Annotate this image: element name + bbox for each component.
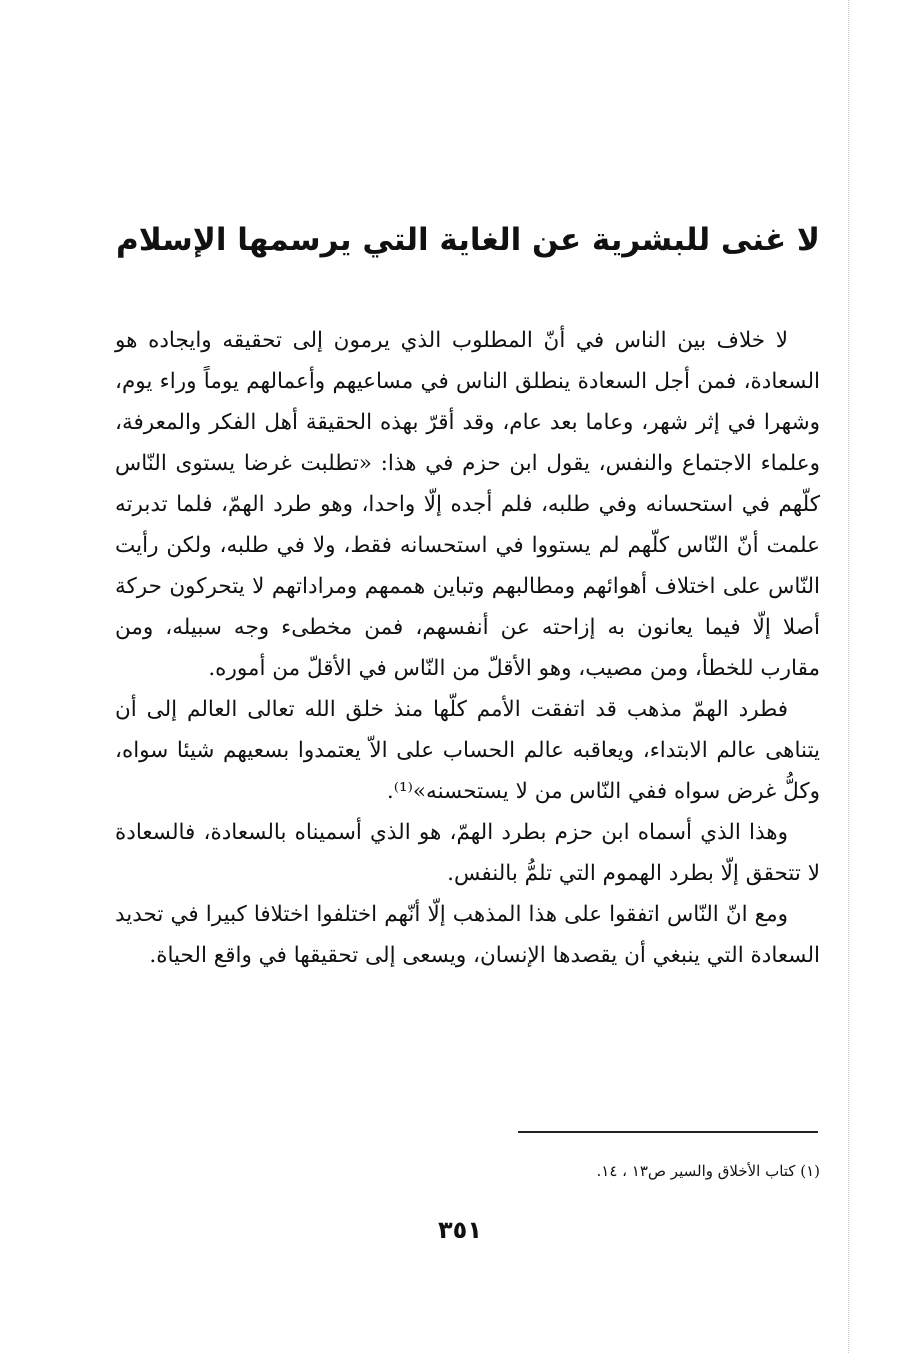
- scan-edge-dots: [848, 0, 849, 1353]
- footnote-divider: [518, 1131, 818, 1133]
- paragraph: فطرد الهمّ مذهب قد اتفقت الأمم كلّها منذ خلق الله تعالى العالم إلى أن يتناهى عالم الابتداء، ويعاقبه عالم الحساب على الاّ يعتمدوا بسعيهم شيئا سواه، وكلُّ غرض سواه ففي النّاس من لا يستحسنه»⁽¹⁾.: [115, 697, 820, 804]
- body-text: [115, 320, 820, 976]
- footnote: (١) كتاب الأخلاق والسير ص١٣ ، ١٤.: [596, 1162, 820, 1180]
- paragraph: وهذا الذي أسماه ابن حزم بطرد الهمّ، هو الذي أسميناه بالسعادة، فالسعادة لا تتحقق إلّا بطرد الهموم التي تلمُّ بالنفس.: [115, 820, 820, 886]
- page-title: لا غنى للبشرية عن الغاية التي يرسمها الإسلام: [116, 222, 820, 258]
- paragraph: لا خلاف بين الناس في أنّ المطلوب الذي يرمون إلى تحقيقه وايجاده هو السعادة، فمن أجل السعادة ينطلق الناس في مساعيهم وأعمالهم يوماً وراء يوم، وشهرا في إثر شهر، وعاما بعد عام، وقد أقرّ بهذه الحقيقة أهل الفكر والمعرفة، وعلماء الاجتماع والنفس، يقول ابن حزم في هذا: «تطلبت غرضا يستوى النّاس كلّهم في استحسانه وفي طلبه، فلم أجده إلّا واحدا، وهو طرد الهمّ، فلما تدبرته علمت أنّ النّاس كلّهم لم يستووا في استحسانه فقط، ولا في طلبه، ولكن رأيت النّاس على اختلاف أهوائهم ومطالبهم وتباين هممهم ومراداتهم لا يتحركون حركة أصلا إلّا فيما يعانون به إزاحته عن أنفسهم، فمن مخطىء وجه سبيله، ومن مقارب للخطأ، ومن مصيب، وهو الأقلّ من النّاس في الأقلّ من أموره.: [115, 328, 820, 681]
- page-number: ٣٥١: [438, 1216, 482, 1244]
- paragraph: ومع انّ النّاس اتفقوا على هذا المذهب إلّا أنّهم اختلفوا اختلافا كبيرا في تحديد السعادة التي ينبغي أن يقصدها الإنسان، ويسعى إلى تحقيقها في واقع الحياة.: [115, 902, 820, 968]
